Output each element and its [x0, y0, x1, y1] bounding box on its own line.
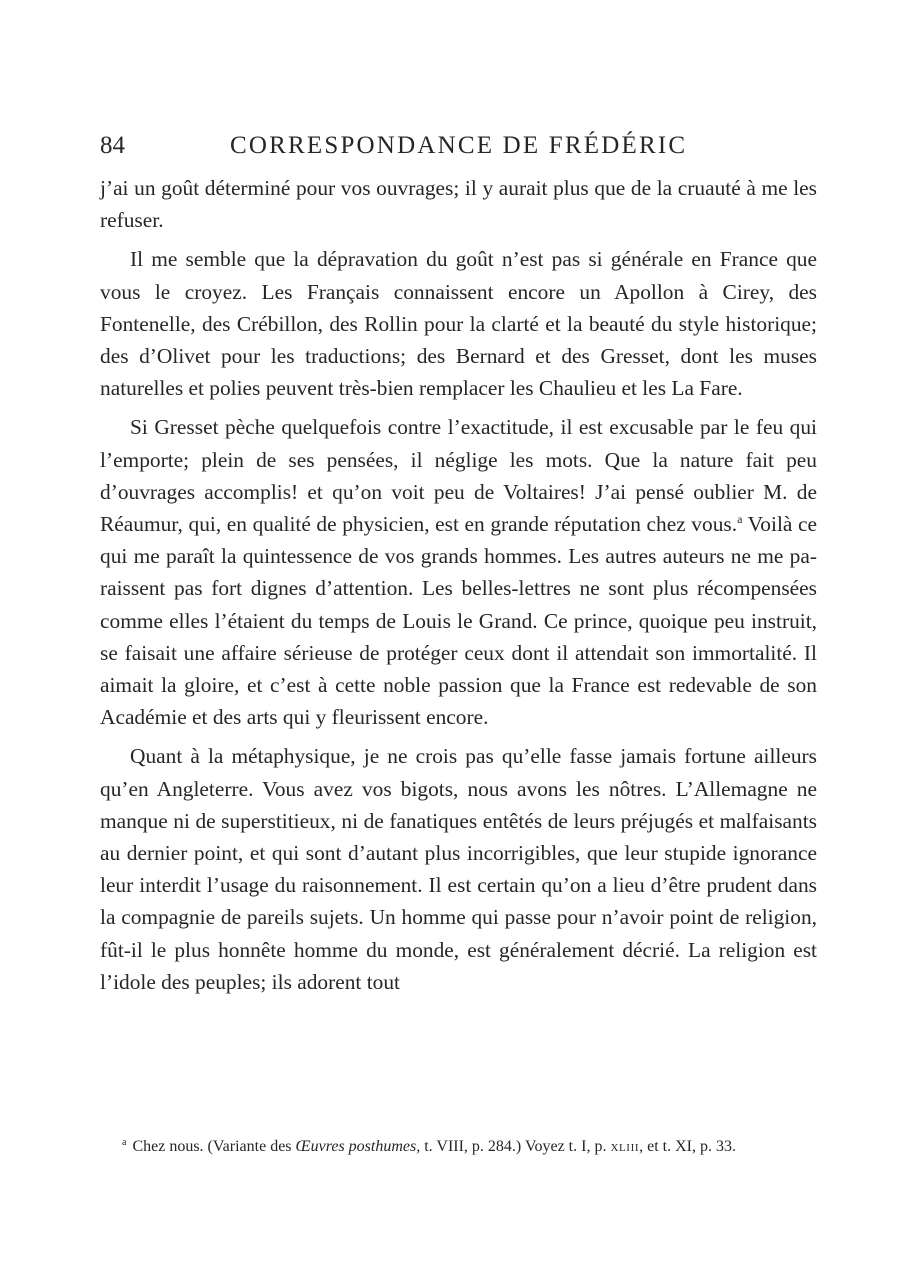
- footnote-roman-numeral: xliii: [610, 1138, 640, 1155]
- running-head: [100, 128, 817, 168]
- footnote-work-title: Œuvres posthumes,: [295, 1138, 421, 1155]
- paragraph-gresset-text-continued: Voilà ce qui me paraît la quintessence de vos grands hommes. Les autres auteurs ne me paraissent pas fort dignes d’attention. Les belles-lettres ne sont plus récompensées comme elles l’étaient du temps de Louis le Grand. Ce prince, quoique peu instruit, se faisait une affaire sérieuse de protéger ceux dont il attendait son immortalité. Il aimait la gloire, et c’est à cette noble passion que la France est redevable de son Académie et des arts qui y fleurissent encore.: [100, 512, 817, 730]
- footnote-text-middle: t. VIII, p. 284.) Voyez t. I, p.: [420, 1138, 611, 1155]
- running-title: CORRESPONDANCE DE FRÉDÉRIC: [230, 132, 688, 159]
- footnotes: [100, 1134, 817, 1159]
- footnote-mark: a: [122, 1137, 127, 1148]
- paragraph-continuation: j’ai un goût déterminé pour vos ouvrages; il y aurait plus que de la cruauté à me les refuser.: [100, 176, 817, 233]
- footnote-text-end: , et t. XI, p. 33.: [639, 1138, 736, 1155]
- book-page: [100, 0, 817, 1266]
- paragraph-depravation-du-gout: Il me semble que la dépravation du goût n’est pas si générale en France que vous le croyez. Les Français connaissent encore un Apollon à Cirey, des Fontenelle, des Crébillon, des Rollin pour la clarté et la beauté du style historique; des d’Olivet pour les traductions; des Bernard et des Gresset, dont les muses naturelles et polies peuvent très-bien remplacer les Chaulieu et les La Fare.: [100, 247, 817, 401]
- footnote-a: [100, 1134, 817, 1159]
- footnote-text: Chez nous. (Variante des: [132, 1138, 296, 1155]
- footnote-reference-mark: a: [737, 512, 743, 527]
- page-number: 84: [100, 132, 125, 159]
- body-text: [100, 172, 817, 998]
- paragraph-metaphysique: Quant à la métaphysique, je ne crois pas qu’elle fasse jamais fortune ailleurs qu’en Angleterre. Vous avez vos bigots, nous avons les nôtres. L’Allemagne ne manque ni de superstitieux, ni de fanatiques entêtés de leurs préjugés et malfaisants au dernier point, et qui sont d’autant plus incorrigibles, que leur stupide ignorance leur interdit l’usage du raisonnement. Il est certain qu’on a lieu d’être prudent dans la compagnie de pareils sujets. Un homme qui passe pour n’avoir point de religion, fût-il le plus honnête homme du monde, est généralement décrié. La religion est l’idole des peuples; ils adorent tout: [100, 744, 817, 994]
- paragraph-gresset-text: Si Gresset pèche quelquefois contre l’exactitude, il est excusable par le feu qui l’emporte; plein de ses pensées, il néglige les mots. Que la nature fait peu d’ouvrages accomplis! et qu’on voit peu de Voltaires! J’ai pensé oublier M. de Réaumur, qui, en qualité de physicien, est en grande réputation chez vous.: [100, 415, 817, 537]
- paragraph-gresset: [100, 411, 817, 733]
